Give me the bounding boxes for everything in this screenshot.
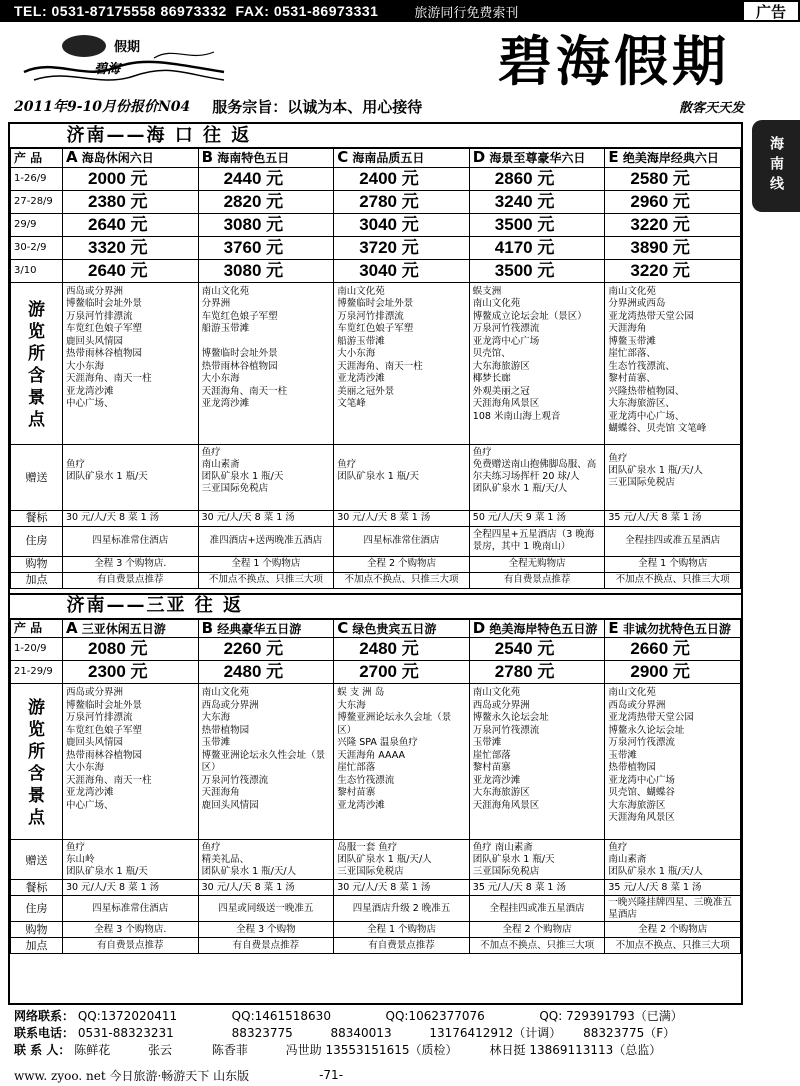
price-cell: 3040 元 bbox=[334, 259, 470, 282]
gift-cell: 鱼疗 南山素斋 团队矿泉水 1 瓶/天/人 bbox=[605, 840, 741, 880]
gift-cell: 鱼疗 团队矿泉水 1 瓶/天 bbox=[334, 444, 470, 510]
shop-label: 购物 bbox=[11, 556, 63, 572]
tour-label: 游览所含景点 bbox=[11, 282, 63, 444]
meal-cell: 30 元/人/天 8 菜 1 汤 bbox=[198, 510, 334, 526]
tour-label: 游览所含景点 bbox=[11, 684, 63, 840]
price-cell: 2260 元 bbox=[198, 638, 334, 661]
price-cell: 2820 元 bbox=[198, 190, 334, 213]
price-cell: 2080 元 bbox=[63, 638, 199, 661]
extra-row bbox=[11, 938, 741, 954]
tour-cell: 蜈 支 洲 岛 大东海 博鳌亚洲论坛永久会址（景区） 兴隆 SPA 温泉鱼疗 天涯海角 AAAA 崖忙部落 生态竹筏漂流 黎村苗寨 亚龙湾沙滩 bbox=[334, 684, 470, 840]
price-cell: 2780 元 bbox=[334, 190, 470, 213]
gift-cell: 岛服一套 鱼疗 团队矿泉水 1 瓶/天/人 三亚国际免税店 bbox=[334, 840, 470, 880]
hotel-row bbox=[11, 896, 741, 922]
shop-cell: 全程 1 个购物店 bbox=[334, 922, 470, 938]
hotel-label: 住房 bbox=[11, 526, 63, 556]
net-label: 网络联系： bbox=[14, 1009, 75, 1023]
price-cell: 2400 元 bbox=[334, 167, 470, 190]
contact-person: 陈香菲 bbox=[211, 1043, 248, 1057]
gift-cell: 鱼疗 南山素斋 团队矿泉水 1 瓶/天 三亚国际免税店 bbox=[198, 444, 334, 510]
product-b: B 经典豪华五日游 bbox=[198, 619, 334, 638]
subtitle-bar bbox=[14, 94, 744, 118]
price-row bbox=[11, 236, 741, 259]
extra-cell: 不加点不换点、只推三大项 bbox=[605, 572, 741, 588]
shop-cell: 全程 3 个购物店. bbox=[63, 556, 199, 572]
price-cell: 2480 元 bbox=[198, 661, 334, 684]
tour-row bbox=[11, 684, 741, 840]
price-cell: 2000 元 bbox=[63, 167, 199, 190]
tour-cell: 南山文化苑 分界洲或西岛 亚龙湾热带天堂公园 天涯海角 博鳌玉带滩 崖忙部落、 生态竹筏漂流、 黎村苗寨、 兴隆热带植物园、 大东海旅游区、 亚龙湾中心广场、 蝴蝶谷、贝壳馆 文笔峰 bbox=[605, 282, 741, 444]
shop-cell: 全程 2 个购物店 bbox=[334, 556, 470, 572]
tour-cell: 南山文化苑 西岛或分界洲 大东海 热带植物园 玉带滩 博鳌亚洲论坛永久性会址（景区） 万泉河竹筏漂流 天涯海角 鹿回头风情园 bbox=[198, 684, 334, 840]
price-cell: 2380 元 bbox=[63, 190, 199, 213]
price-cell: 3890 元 bbox=[605, 236, 741, 259]
tel-number[interactable]: 0531-88323231 bbox=[77, 1026, 174, 1040]
extra-cell: 不加点不换点、只推三大项 bbox=[469, 938, 605, 954]
meal-cell: 30 元/人/天 8 菜 1 汤 bbox=[63, 510, 199, 526]
price-row bbox=[11, 213, 741, 236]
hotel-cell: 四星标准常住酒店 bbox=[63, 896, 199, 922]
extra-cell: 不加点不换点、只推三大项 bbox=[334, 572, 470, 588]
gift-cell: 鱼疗 南山素斋 团队矿泉水 1 瓶/天 三亚国际免税店 bbox=[469, 840, 605, 880]
price-row bbox=[11, 661, 741, 684]
shop-cell: 全程 3 个购物店. bbox=[63, 922, 199, 938]
shop-row bbox=[11, 922, 741, 938]
gift-cell: 鱼疗 团队矿泉水 1 瓶/天/人 三亚国际免税店 bbox=[605, 444, 741, 510]
tour-cell: 南山文化苑 分界洲 车览红色娘子军塑 船游玉带滩 博鳌临时会址外景 热带雨林谷植物园 大小东海 天涯海角、南天一柱 亚龙湾沙滩 bbox=[198, 282, 334, 444]
price-cell: 3500 元 bbox=[469, 259, 605, 282]
tel-number[interactable]: 13176412912（计调） bbox=[429, 1026, 562, 1040]
top-contact-text: TEL: 0531-87175558 86973332 FAX: 0531-86973331 bbox=[14, 3, 379, 19]
price-cell: 3320 元 bbox=[63, 236, 199, 259]
tour-cell: 南山文化苑 西岛或分界洲 亚龙湾热带天堂公园 博鳌永久论坛会址 万泉河竹筏漂流 玉带滩 热带植物园 亚龙湾中心广场 贝壳馆、蝴蝶谷 大东海旅游区 天涯海角风景区 bbox=[605, 684, 741, 840]
price-cell: 2540 元 bbox=[469, 638, 605, 661]
meal-row bbox=[11, 510, 741, 526]
price-date-cell: 29/9 bbox=[11, 213, 63, 236]
qq-contact[interactable]: QQ:1372020411 bbox=[77, 1009, 178, 1023]
tour-cell: 西岛或分界洲 博鳌临时会址外景 万泉河竹排漂流 车览红色娘子军塑 鹿回头风情园 热带雨林谷植物园 大小东海 天涯海角、南天一柱 亚龙湾沙滩 中心广场、 bbox=[63, 684, 199, 840]
tour-row bbox=[11, 282, 741, 444]
meal-cell: 30 元/人/天 8 菜 1 汤 bbox=[198, 880, 334, 896]
tel-number[interactable]: 88340013 bbox=[330, 1026, 392, 1040]
company-logo bbox=[14, 28, 234, 92]
contact-block bbox=[8, 1003, 743, 1060]
gift-label: 赠送 bbox=[11, 444, 63, 510]
extra-label: 加点 bbox=[11, 938, 63, 954]
contact-person: 陈鲜花 bbox=[74, 1043, 111, 1057]
hotel-cell: 四星标准常住酒店 bbox=[63, 526, 199, 556]
haikou-section-title: 济南——海 口 往 返 bbox=[11, 124, 741, 148]
price-cell: 2440 元 bbox=[198, 167, 334, 190]
extra-cell: 不加点不换点、只推三大项 bbox=[198, 572, 334, 588]
tour-cell: 西岛或分界洲 博鳌临时会址外景 万泉河竹排漂流 车览红色娘子军塑 鹿回头风情园 热带雨林谷植物园 大小东海 天涯海角、南天一柱 亚龙湾沙滩 中心广场、 bbox=[63, 282, 199, 444]
extra-cell: 有自费景点推荐 bbox=[334, 938, 470, 954]
meal-row bbox=[11, 880, 741, 896]
price-cell: 2860 元 bbox=[469, 167, 605, 190]
price-cell: 3220 元 bbox=[605, 213, 741, 236]
qq-contact[interactable]: QQ: 729391793（已满） bbox=[539, 1009, 683, 1023]
shop-cell: 全程 3 个购物 bbox=[198, 922, 334, 938]
extra-cell: 有自费景点推荐 bbox=[63, 572, 199, 588]
product-d: D 绝美海岸特色五日游 bbox=[469, 619, 605, 638]
gift-row bbox=[11, 444, 741, 510]
price-row bbox=[11, 190, 741, 213]
price-date-cell: 1-20/9 bbox=[11, 638, 63, 661]
product-label: 产 品 bbox=[11, 619, 63, 638]
gift-cell: 鱼疗 东山岭 团队矿泉水 1 瓶/天 bbox=[63, 840, 199, 880]
product-label: 产 品 bbox=[11, 148, 63, 167]
meal-cell: 30 元/人/天 8 菜 1 汤 bbox=[63, 880, 199, 896]
price-cell: 2580 元 bbox=[605, 167, 741, 190]
tour-cell: 南山文化苑 博鳌临时会址外景 万泉河竹排漂流 车览红色娘子军塑 船游玉带滩 大小东海 天涯海角、南天一柱 亚龙湾沙滩 美丽之冠外景 文笔峰 bbox=[334, 282, 470, 444]
extra-label: 加点 bbox=[11, 572, 63, 588]
hotel-cell: 四星标准常住酒店 bbox=[334, 526, 470, 556]
price-cell: 3720 元 bbox=[334, 236, 470, 259]
price-cell: 3220 元 bbox=[605, 259, 741, 282]
price-date: 2011年9-10月份报价N04 bbox=[14, 99, 191, 115]
price-cell: 3760 元 bbox=[198, 236, 334, 259]
hotel-cell: 全程挂四或准五星酒店 bbox=[469, 896, 605, 922]
hotel-cell: 一晚兴隆挂牌四星、三晚准五星酒店 bbox=[605, 896, 741, 922]
extra-cell: 不加点不换点、只推三大项 bbox=[605, 938, 741, 954]
price-date-cell: 30-2/9 bbox=[11, 236, 63, 259]
price-cell: 3240 元 bbox=[469, 190, 605, 213]
contact-person: 林日挺 13869113113（总监） bbox=[489, 1043, 662, 1057]
extra-cell: 有自费景点推荐 bbox=[198, 938, 334, 954]
meal-cell: 35 元/人/天 8 菜 1 汤 bbox=[469, 880, 605, 896]
hotel-cell: 全程挂四或准五星酒店 bbox=[605, 526, 741, 556]
shop-cell: 全程 1 个购物店 bbox=[605, 556, 741, 572]
price-cell: 3080 元 bbox=[198, 259, 334, 282]
category-tab-hainan[interactable]: 海南线 bbox=[752, 120, 800, 212]
price-cell: 2900 元 bbox=[605, 661, 741, 684]
meal-cell: 50 元/人/天 9 菜 1 汤 bbox=[469, 510, 605, 526]
shop-cell: 全程 2 个购物店 bbox=[605, 922, 741, 938]
price-date-cell: 27-28/9 bbox=[11, 190, 63, 213]
product-d: D 海景至尊豪华六日 bbox=[469, 148, 605, 167]
price-cell: 2780 元 bbox=[469, 661, 605, 684]
shop-cell: 全程无购物店 bbox=[469, 556, 605, 572]
meal-cell: 35 元/人/天 8 菜 1 汤 bbox=[605, 510, 741, 526]
slogan: 散客天天发 bbox=[678, 100, 744, 116]
person-contact-row bbox=[14, 1042, 737, 1059]
product-e: E 非诚勿扰特色五日游 bbox=[605, 619, 741, 638]
meal-cell: 35 元/人/天 8 菜 1 汤 bbox=[605, 880, 741, 896]
haikou-table bbox=[10, 124, 741, 589]
shop-cell: 全程 1 个购物店 bbox=[198, 556, 334, 572]
price-row bbox=[11, 167, 741, 190]
top-index-text: 旅游同行免费索刊 bbox=[414, 4, 519, 20]
sanya-product-row bbox=[11, 619, 741, 638]
extra-cell: 有自费景点推荐 bbox=[469, 572, 605, 588]
shop-label: 购物 bbox=[11, 922, 63, 938]
gift-cell: 鱼疗 精美礼品、 团队矿泉水 1 瓶/天/人 bbox=[198, 840, 334, 880]
price-cell: 4170 元 bbox=[469, 236, 605, 259]
price-cell: 2300 元 bbox=[63, 661, 199, 684]
hotel-label: 住房 bbox=[11, 896, 63, 922]
product-e: E 绝美海岸经典六日 bbox=[605, 148, 741, 167]
price-cell: 2640 元 bbox=[63, 259, 199, 282]
price-date-cell: 3/10 bbox=[11, 259, 63, 282]
price-date-cell: 21-29/9 bbox=[11, 661, 63, 684]
tel-number[interactable]: 88323775（F） bbox=[583, 1026, 676, 1040]
hotel-cell: 准四酒店+送两晚准五酒店 bbox=[198, 526, 334, 556]
hotel-cell: 四星或同级送一晚准五 bbox=[198, 896, 334, 922]
meal-cell: 30 元/人/天 8 菜 1 汤 bbox=[334, 880, 470, 896]
price-row bbox=[11, 638, 741, 661]
product-c: C 绿色贵宾五日游 bbox=[334, 619, 470, 638]
network-contact-row bbox=[14, 1008, 737, 1025]
service-tenet: 服务宗旨：以诚为本、用心接待 bbox=[212, 97, 423, 116]
price-cell: 2660 元 bbox=[605, 638, 741, 661]
price-row bbox=[11, 259, 741, 282]
meal-label: 餐标 bbox=[11, 880, 63, 896]
logo-text-2: 碧海 bbox=[94, 62, 121, 77]
brand-title: 碧海假期 bbox=[498, 29, 730, 93]
contact-person: 冯世助 13553151615（质检） bbox=[285, 1043, 458, 1057]
product-a: A 三亚休闲五日游 bbox=[63, 619, 199, 638]
person-label: 联 系 人： bbox=[14, 1043, 71, 1057]
gift-cell: 鱼疗 团队矿泉水 1 瓶/天 bbox=[63, 444, 199, 510]
hotel-cell: 全程四星+五星酒店（3 晚海景房，其中 1 晚南山） bbox=[469, 526, 605, 556]
contact-person: 张云 bbox=[148, 1043, 173, 1057]
price-cell: 2960 元 bbox=[605, 190, 741, 213]
footer-site[interactable]: www. zyoo. net 今日旅游·畅游天下 山东版 bbox=[14, 1068, 250, 1083]
extra-row bbox=[11, 572, 741, 588]
page-footer bbox=[0, 1064, 800, 1086]
price-cell: 3040 元 bbox=[334, 213, 470, 236]
qq-contact[interactable]: QQ:1062377076 bbox=[385, 1009, 485, 1023]
price-cell: 3500 元 bbox=[469, 213, 605, 236]
tel-contact-row bbox=[14, 1025, 737, 1042]
gift-row bbox=[11, 840, 741, 880]
qq-contact[interactable]: QQ:1461518630 bbox=[231, 1009, 331, 1023]
tel-number[interactable]: 88323775 bbox=[231, 1026, 293, 1040]
meal-cell: 30 元/人/天 8 菜 1 汤 bbox=[334, 510, 470, 526]
price-date-cell: 1-26/9 bbox=[11, 167, 63, 190]
ad-badge: 广告 bbox=[742, 0, 800, 22]
hotel-cell: 四星酒店升级 2 晚准五 bbox=[334, 896, 470, 922]
top-contact-bar bbox=[0, 0, 800, 22]
tel-label: 联系电话： bbox=[14, 1026, 75, 1040]
price-cell: 2700 元 bbox=[334, 661, 470, 684]
sanya-table bbox=[10, 595, 741, 955]
haikou-product-row bbox=[11, 148, 741, 167]
product-a: A 海岛休闲六日 bbox=[63, 148, 199, 167]
page-number: -71- bbox=[319, 1068, 344, 1082]
shop-row bbox=[11, 556, 741, 572]
price-cell: 2640 元 bbox=[63, 213, 199, 236]
logo-text-1: 假期 bbox=[114, 40, 141, 55]
hotel-row bbox=[11, 526, 741, 556]
price-tables-frame bbox=[8, 122, 743, 1060]
meal-label: 餐标 bbox=[11, 510, 63, 526]
product-b: B 海南特色五日 bbox=[198, 148, 334, 167]
product-c: C 海南品质五日 bbox=[334, 148, 470, 167]
tour-cell: 蜈支洲 南山文化苑 博鳌成立论坛会址（景区） 万泉河竹筏漂流 亚龙湾中心广场 贝壳馆、 大东海旅游区 椰梦长廊 外观美丽之冠 天涯海角风景区 108 米南山海上观音 bbox=[469, 282, 605, 444]
shop-cell: 全程 2 个购物店 bbox=[469, 922, 605, 938]
gift-cell: 鱼疗 免费赠送南山抱佛脚岛服、高尔夫练习场挥杆 20 球/人 团队矿泉水 1 瓶/天/人 bbox=[469, 444, 605, 510]
tour-cell: 南山文化苑 西岛或分界洲 博鳌永久论坛会址 万泉河竹筏漂流 玉带滩 崖忙部落 黎村苗寨 亚龙湾沙滩 大东海旅游区 天涯海角风景区 bbox=[469, 684, 605, 840]
sanya-section-title: 济南——三亚 往 返 bbox=[11, 595, 741, 619]
price-cell: 3080 元 bbox=[198, 213, 334, 236]
extra-cell: 有自费景点推荐 bbox=[63, 938, 199, 954]
price-cell: 2480 元 bbox=[334, 638, 470, 661]
gift-label: 赠送 bbox=[11, 840, 63, 880]
